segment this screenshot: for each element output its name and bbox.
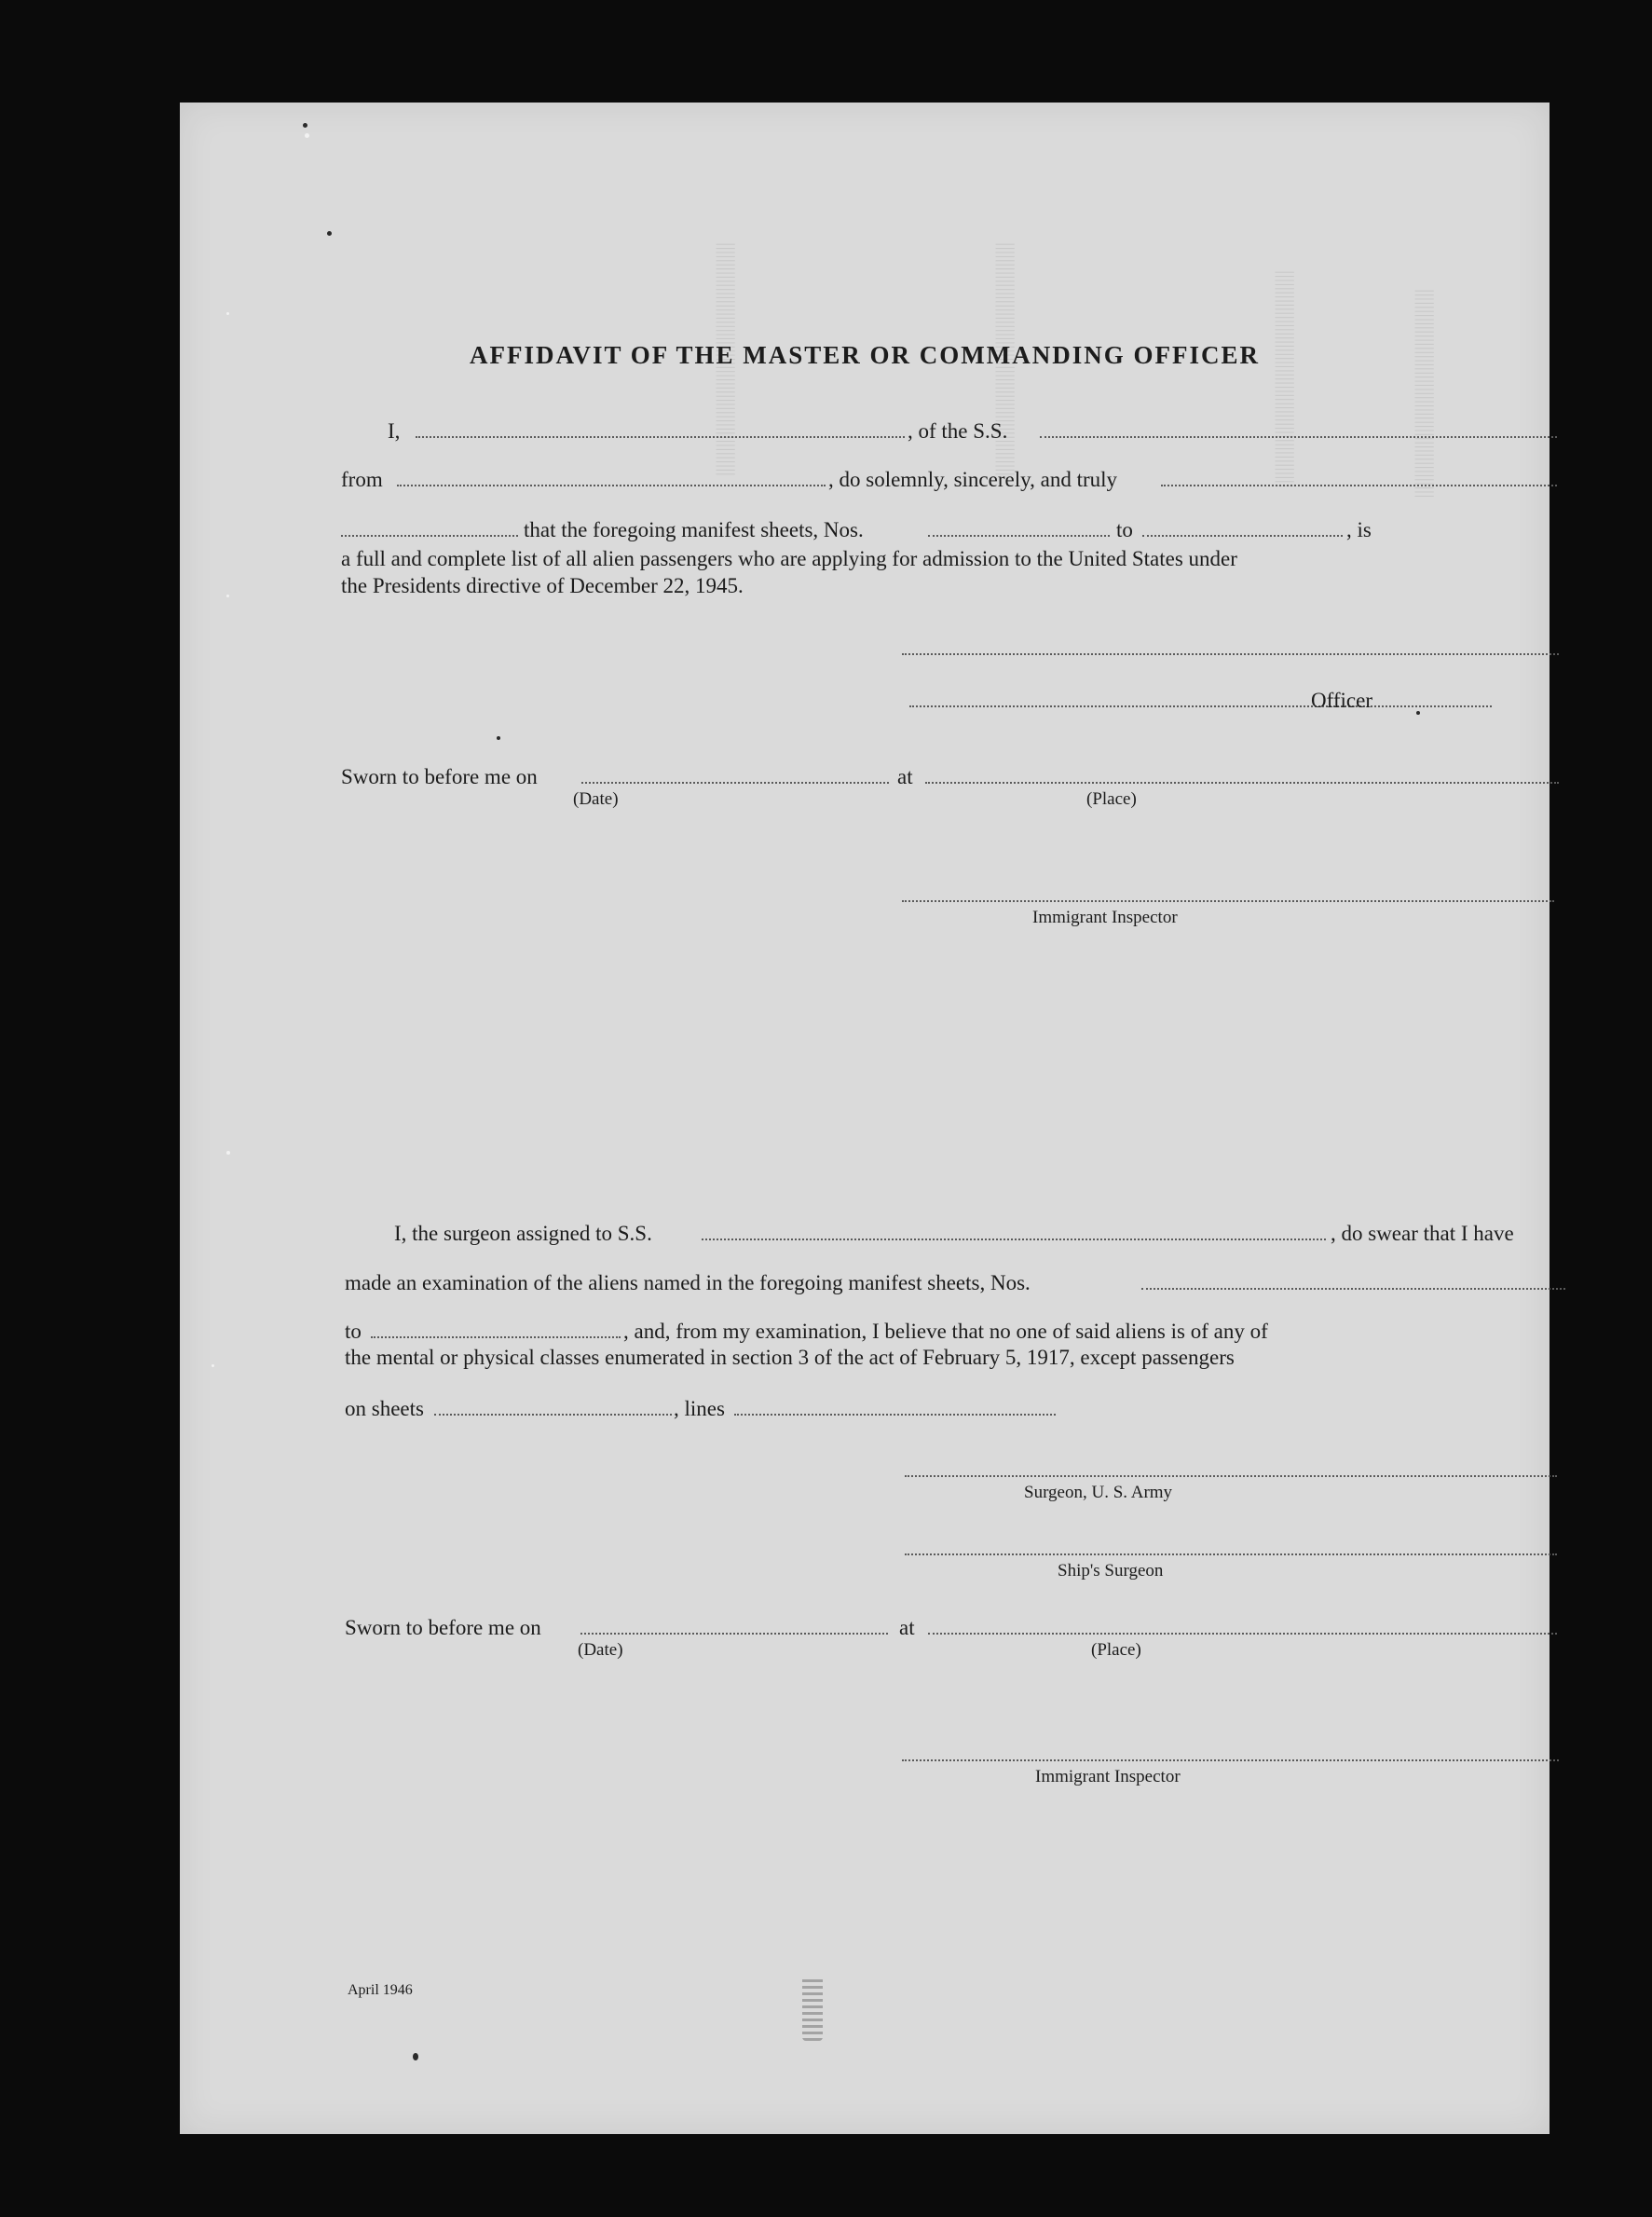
is-label: , is	[1346, 518, 1372, 541]
ship-name-field[interactable]	[1040, 436, 1557, 438]
master-signature-line[interactable]	[902, 653, 1559, 655]
margin-speck	[226, 595, 229, 597]
sworn-label: Sworn to before me on	[341, 765, 538, 788]
date-caption: (Date)	[573, 789, 619, 809]
surgeon-intro-text: I, the surgeon assigned to S.S.	[394, 1222, 652, 1245]
to-label: to	[1116, 518, 1133, 541]
place-caption: (Place)	[1086, 789, 1137, 809]
surgeon-sworn-place-field[interactable]	[928, 1633, 1557, 1635]
inspector-caption: Immigrant Inspector	[1032, 908, 1178, 927]
margin-speck	[226, 1151, 230, 1155]
on-sheets-label: on sheets	[345, 1397, 424, 1420]
bleed-through-texture: |||||||||||||||||||||||||||||||||||||||||||||||||||||	[1275, 270, 1298, 488]
officer-title-field[interactable]	[909, 705, 1492, 707]
from-label: from	[341, 468, 383, 491]
bleed-through-texture: |||||||||||||||||||||||||||||||||||||||||||||||||||	[1414, 289, 1438, 499]
swear-text: , do swear that I have	[1331, 1222, 1514, 1245]
margin-speck	[226, 312, 229, 315]
margin-speck	[212, 1364, 214, 1367]
surgeon-ship-field[interactable]	[702, 1239, 1326, 1240]
surgeon-place-caption: (Place)	[1091, 1640, 1141, 1660]
bleed-through-texture: |||||||||||||||||||||||||||||||||||||||||||||||||||||||||	[716, 242, 739, 477]
surgeon-sworn-date-field[interactable]	[580, 1633, 888, 1635]
margin-speck	[305, 133, 309, 138]
master-sworn-place-field[interactable]	[925, 782, 1559, 784]
of-ss-label: , of the S.S.	[908, 419, 1008, 443]
form-page	[180, 103, 1550, 2134]
army-surgeon-caption: Surgeon, U. S. Army	[1024, 1483, 1173, 1502]
faint-stamp-mark	[802, 1976, 823, 2041]
form-date: April 1946	[348, 1982, 413, 1998]
surgeon-sworn-label: Sworn to before me on	[345, 1616, 541, 1639]
except-lines-field[interactable]	[734, 1414, 1056, 1416]
surgeon-sheets-from-field[interactable]	[1141, 1288, 1565, 1290]
surgeon-inspector-caption: Immigrant Inspector	[1035, 1767, 1181, 1786]
dust-speck	[497, 736, 500, 740]
and-from-text: , and, from my examination, I believe that no one of said aliens is of any of	[623, 1320, 1268, 1343]
officer-label: Officer	[1311, 689, 1372, 712]
sheet-to-field[interactable]	[1142, 535, 1343, 537]
foregoing-sheets-text: that the foregoing manifest sheets, Nos.	[524, 518, 864, 541]
dust-speck	[303, 123, 307, 128]
dust-speck	[413, 2053, 418, 2060]
dust-speck	[327, 231, 332, 236]
bleed-through-texture: |||||||||||||||||||||||||||||||||||||||||||||||||||||||||	[995, 242, 1018, 477]
surgeon-inspector-signature-line[interactable]	[902, 1759, 1559, 1761]
master-sworn-date-field[interactable]	[581, 782, 889, 784]
truly-blank-field[interactable]	[1161, 485, 1557, 486]
surgeon-to-label: to	[345, 1320, 362, 1343]
solemnly-text: , do solemnly, sincerely, and truly	[828, 468, 1118, 491]
except-sheets-field[interactable]	[434, 1414, 672, 1416]
at-label: at	[897, 765, 913, 788]
directive-text: the Presidents directive of December 22, 1945.	[341, 574, 744, 597]
departure-port-field[interactable]	[397, 485, 826, 486]
lines-label: , lines	[674, 1397, 725, 1420]
army-surgeon-signature-line[interactable]	[905, 1475, 1557, 1477]
i-label: I,	[388, 419, 401, 443]
sheet-from-field[interactable]	[928, 535, 1110, 537]
surgeon-at-label: at	[899, 1616, 915, 1639]
form-title: AFFIDAVIT OF THE MASTER OR COMMANDING OFFICER	[469, 341, 1261, 369]
master-name-field[interactable]	[416, 436, 905, 438]
oath-verb-field[interactable]	[341, 535, 518, 537]
examination-text: made an examination of the aliens named in the foregoing manifest sheets, Nos.	[345, 1271, 1031, 1294]
inspector-signature-line[interactable]	[902, 900, 1554, 902]
surgeon-date-caption: (Date)	[578, 1640, 623, 1660]
full-list-text: a full and complete list of all alien passengers who are applying for admission to the United States under	[341, 547, 1237, 570]
surgeon-sheets-to-field[interactable]	[371, 1336, 621, 1338]
mental-classes-text: the mental or physical classes enumerated in section 3 of the act of February 5, 1917, except passengers	[345, 1346, 1235, 1369]
dust-speck	[1416, 711, 1420, 715]
ship-surgeon-signature-line[interactable]	[905, 1553, 1557, 1555]
ship-surgeon-caption: Ship's Surgeon	[1058, 1561, 1164, 1581]
